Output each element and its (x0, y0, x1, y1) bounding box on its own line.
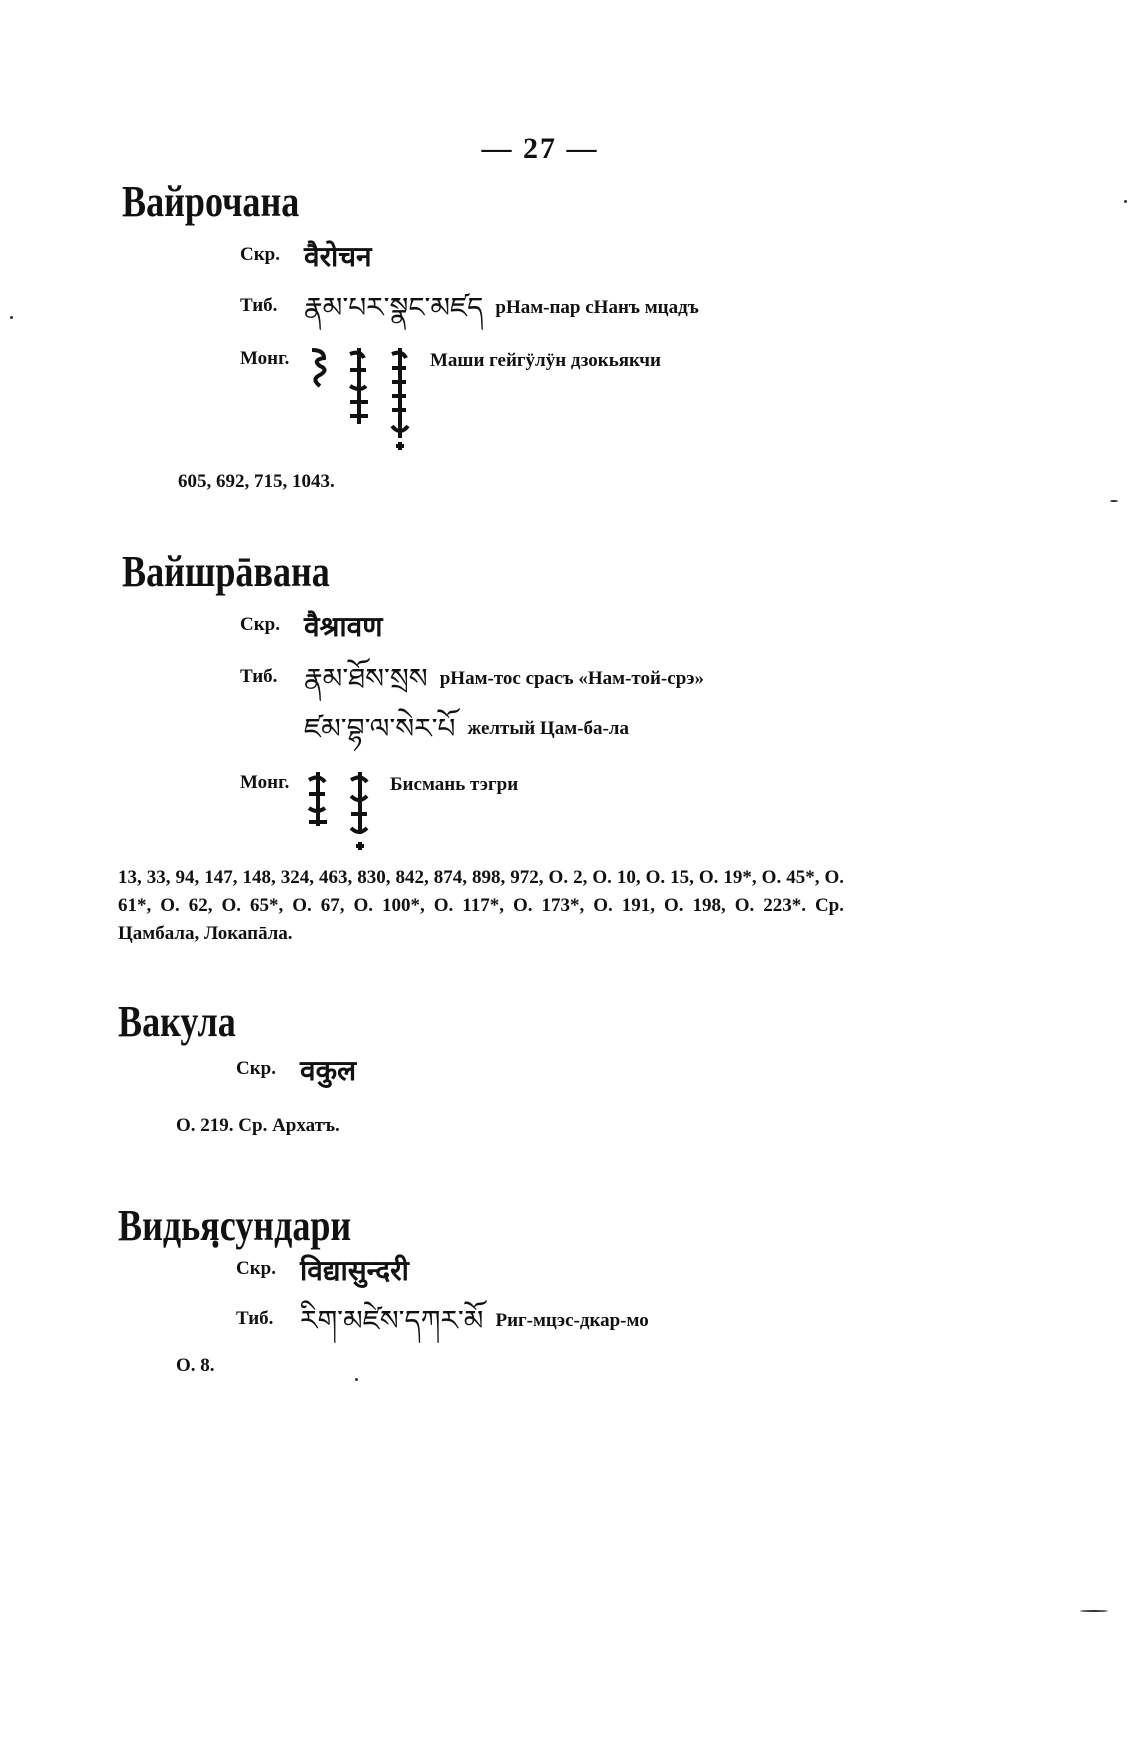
tib-label: Тиб. (240, 295, 278, 316)
tibetan-transliteration: Риг-мцэс-дкар-мо (495, 1310, 649, 1331)
tibetan-transliteration: рНам-тос срасъ «Нам-той-срэ» (439, 668, 704, 689)
tibetan-script: ཛམ་བྷ་ལ་སེར་པོ (304, 712, 456, 745)
entry-heading: Видьяฺсундари (118, 1201, 352, 1250)
skr-label: Скр. (236, 1258, 276, 1279)
tib-row (236, 1306, 649, 1336)
entry-heading: Вайшрāвана (122, 547, 330, 596)
references: О. 8. (176, 1355, 215, 1376)
tib-label: Тиб. (240, 666, 278, 687)
entry-heading: Вакула (118, 997, 236, 1046)
mongolian-transliteration: Бисмань тэгри (390, 774, 519, 795)
references: О. 219. Ср. Архатъ. (176, 1115, 340, 1136)
mongolian-script-icon (304, 346, 414, 456)
scan-speck (355, 1378, 358, 1381)
page-number: — 27 — (481, 132, 599, 165)
sanskrit-script: वैश्रावण (304, 610, 383, 643)
scan-speck (1110, 500, 1118, 502)
tibetan-transliteration: рНам-пар сНанъ мцадъ (495, 297, 699, 318)
mongolian-transliteration: Маши гейгӱлӱн дзокьякчи (430, 350, 661, 371)
tibetan-script: རྣམ་ཐོས་སྲས (304, 662, 428, 695)
skr-label: Скр. (240, 244, 280, 265)
skr-label: Скр. (240, 614, 280, 635)
mong-row (240, 346, 661, 456)
entry-heading: Вайрочана (122, 177, 300, 226)
tib-row-2 (304, 714, 629, 744)
mongolian-script-icon (304, 770, 374, 854)
skr-label: Скр. (236, 1058, 276, 1079)
sanskrit-script: विद्यासुन्दरी (300, 1254, 409, 1287)
tib-row (240, 664, 704, 694)
skr-row (240, 242, 386, 272)
scan-speck (1124, 200, 1127, 203)
scan-speck (1080, 1610, 1108, 1612)
tib-label: Тиб. (236, 1308, 274, 1329)
tibetan-script: རིག་མཛེས་དཀར་མོ (300, 1304, 484, 1337)
tib-row (240, 293, 699, 323)
tibetan-script: རྣམ་པར་སྣང་མཛད (304, 291, 484, 324)
mong-row (240, 770, 518, 854)
skr-row (236, 1256, 423, 1286)
sanskrit-script: वैरोचन (304, 240, 372, 273)
mong-label: Монг. (240, 348, 290, 369)
references: 13, 33, 94, 147, 148, 324, 463, 830, 842, 874, 898, 972, О. 2, О. 10, О. 15, О. 19*, О. 45*, О. 61*, О. 62, О. 65*, О. 67, О. 100*, О. 117*, О. 173*, О. 191, О. 198, О. 223*. Ср. Цамбала, Локапāла. (118, 867, 844, 944)
sanskrit-script: वकुल (300, 1054, 357, 1087)
skr-row (240, 612, 396, 642)
skr-row (236, 1056, 370, 1086)
references: 605, 692, 715, 1043. (178, 471, 335, 492)
scan-speck (10, 316, 13, 319)
mong-label: Монг. (240, 772, 290, 793)
tibetan-transliteration: желтый Цам-ба-ла (467, 718, 629, 739)
